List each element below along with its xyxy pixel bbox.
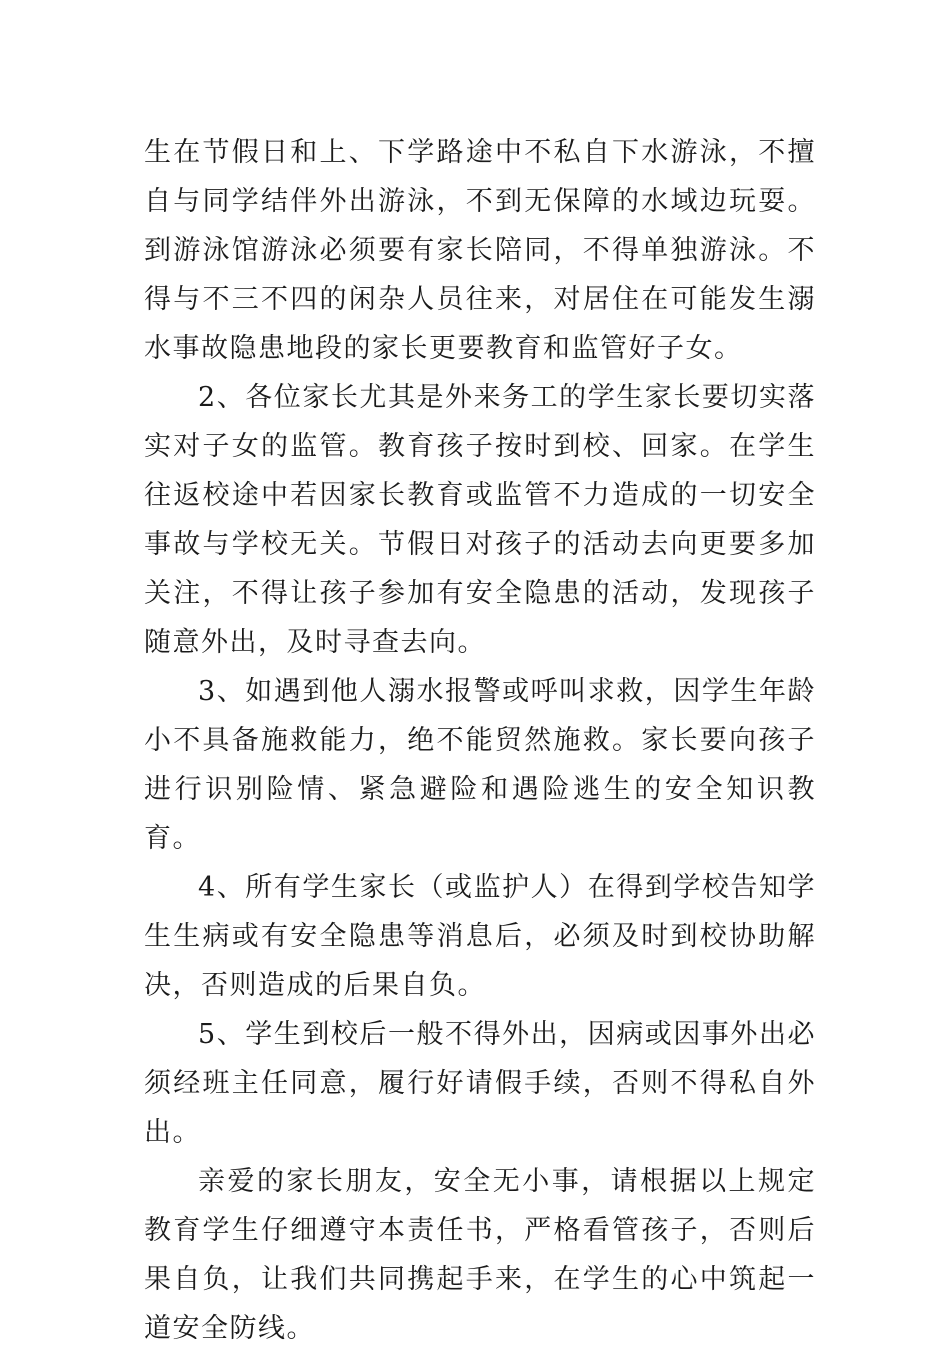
paragraph-item-5: 5、学生到校后一般不得外出，因病或因事外出必须经班主任同意，履行好请假手续，否则不得私自外出。 [144,1019,816,1148]
paragraph-item-3: 3、如遇到他人溺水报警或呼叫求救，因学生年龄小不具备施救能力，绝不能贸然施救。家长要向孩子进行识别险情、紧急避险和遇险逃生的安全知识教育。 [144,676,816,854]
paragraph-item-4: 4、所有学生家长（或监护人）在得到学校告知学生生病或有安全隐患等消息后，必须及时到校协助解决，否则造成的后果自负。 [144,872,816,1001]
paragraph-item-2: 2、各位家长尤其是外来务工的学生家长要切实落实对子女的监管。教育孩子按时到校、回家。在学生往返校途中若因家长教育或监管不力造成的一切安全事故与学校无关。节假日对孩子的活动去向更要多加关注，不得让孩子参加有安全隐患的活动，发现孩子随意外出，及时寻查去向。 [144,382,816,658]
paragraph-closing: 亲爱的家长朋友，安全无小事，请根据以上规定教育学生仔细遵守本责任书，严格看管孩子，否则后果自负，让我们共同携起手来，在学生的心中筑起一道安全防线。 [144,1166,816,1344]
paragraph-continuation: 生在节假日和上、下学路途中不私自下水游泳，不擅自与同学结伴外出游泳，不到无保障的水域边玩耍。到游泳馆游泳必须要有家长陪同，不得单独游泳。不得与不三不四的闲杂人员往来，对居住在可能发生溺水事故隐患地段的家长更要教育和监管好子女。 [144,137,816,364]
document-body [144,128,816,1353]
